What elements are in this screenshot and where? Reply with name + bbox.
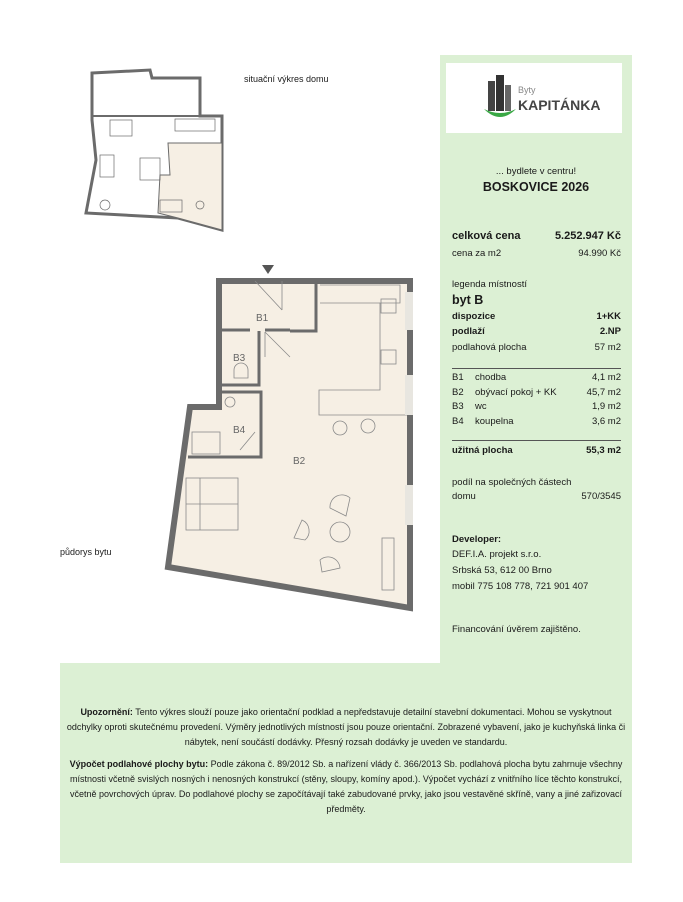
layout-label: dispozice [452, 311, 496, 322]
unit-floor-plan [168, 281, 413, 608]
notice-text: Tento výkres slouží pouze jako orientační podklad a nepředstavuje detailní stavební dokumentaci. Mohou se vyskytnout odchylky oproti skutečnému provedení. Výměry jednotlivých místností jsou pouze orientační. Zobrazené vybavení, jako je kuchyňská linka či nábytek, není součástí dodávky. Přesný rozsah dodávky je uveden ve standardu. [66, 707, 626, 747]
logo-line2: KAPITÁNKA [518, 97, 601, 113]
unit-name-text: byt B [452, 293, 484, 307]
price-per-m2-row [452, 248, 621, 260]
room-name: wc [475, 401, 487, 412]
share-label-2: domu [452, 491, 476, 502]
unit-name [452, 293, 621, 308]
developer-address [452, 565, 621, 577]
project-title: BOSKOVICE 2026 [482, 180, 590, 194]
room-row [452, 401, 621, 413]
logo-line1: Byty [518, 85, 536, 95]
room-area: 4,1 m2 [591, 372, 621, 383]
room-name: chodba [475, 372, 507, 383]
legend-title-text: legenda místností [452, 279, 527, 290]
area-row [452, 342, 621, 354]
room-name: koupelna [475, 416, 514, 427]
usable-area-row [452, 445, 621, 457]
logo-buildings-icon [480, 75, 520, 125]
room-row [452, 372, 621, 384]
floor-row [452, 326, 621, 338]
room-name: obývací pokoj + KK [475, 387, 557, 398]
divider [452, 368, 621, 369]
legend-title [452, 279, 621, 291]
entrance-arrow-icon [262, 265, 274, 274]
developer-name [452, 549, 621, 561]
room-area: 3,6 m2 [591, 416, 621, 427]
room-label-b1: B1 [256, 313, 269, 324]
price-per-m2-label: cena za m2 [452, 248, 502, 259]
calc-text: Podle zákona č. 89/2012 Sb. a nařízení vlády č. 366/2013 Sb. podlahová plocha bytu zahrnuje všechny místnosti včetně svislých nosných i nenosných konstrukcí (stěny, sloupy, komíny apod.). Výpočet vychází z vnitřního líce těchto konstrukcí, včetně povrchových úprav. Do podlahové plochy se započítávají také zabudované prvky, jako jsou vestavěné skříně, vany a jiné zařizovací předměty. [70, 759, 623, 814]
divider [452, 440, 621, 441]
room-area: 1,9 m2 [591, 401, 621, 412]
room-label-b3: B3 [233, 353, 246, 364]
developer-title-text: Developer: [452, 534, 502, 545]
room-row [452, 416, 621, 428]
total-price-row [452, 230, 621, 242]
room-row [452, 387, 621, 399]
room-code: B2 [452, 387, 464, 398]
area-label: podlahová plocha [452, 342, 527, 353]
floor-plan-label: půdorys bytu [60, 547, 112, 557]
tagline: ... bydlete v centru! [495, 166, 577, 177]
room-code: B1 [452, 372, 464, 383]
room-area: 45,7 m2 [586, 387, 621, 398]
room-label-b4: B4 [233, 425, 246, 436]
calc-paragraph [66, 757, 626, 817]
notice-title: Upozornění: [80, 707, 133, 717]
room-label-b2: B2 [293, 456, 306, 467]
developer-name-text: DEF.I.A. projekt s.r.o. [452, 549, 542, 560]
layout-value: 1+KK [596, 311, 621, 322]
share-label-row [452, 477, 621, 489]
site-plan-drawing [86, 70, 222, 230]
developer-address-text: Srbská 53, 612 00 Brno [452, 565, 552, 576]
usable-area-value: 55,3 m2 [586, 445, 621, 456]
usable-area-label: užitná plocha [452, 445, 513, 456]
logo [446, 63, 622, 133]
area-value: 57 m2 [594, 342, 621, 353]
financing-note [452, 624, 621, 636]
developer-title [452, 534, 621, 546]
room-code: B4 [452, 416, 464, 427]
site-plan-label: situační výkres domu [244, 74, 329, 84]
total-price-value: 5.252.947 Kč [554, 230, 621, 242]
layout-row [452, 311, 621, 323]
total-price-label: celková cena [452, 230, 521, 242]
floor-label: podlaží [452, 326, 485, 337]
calc-title: Výpočet podlahové plochy bytu: [69, 759, 209, 769]
floor-value: 2.NP [599, 326, 621, 337]
developer-phone [452, 581, 621, 593]
share-value: 570/3545 [581, 491, 621, 502]
price-per-m2-value: 94.990 Kč [578, 248, 621, 259]
share-row [452, 491, 621, 503]
share-label: podíl na společných částech [452, 477, 572, 488]
financing-text: Financování úvěrem zajištěno. [452, 624, 581, 635]
room-code: B3 [452, 401, 464, 412]
developer-phone-text: mobil 775 108 778, 721 901 407 [452, 581, 589, 592]
notice-paragraph [66, 705, 626, 750]
